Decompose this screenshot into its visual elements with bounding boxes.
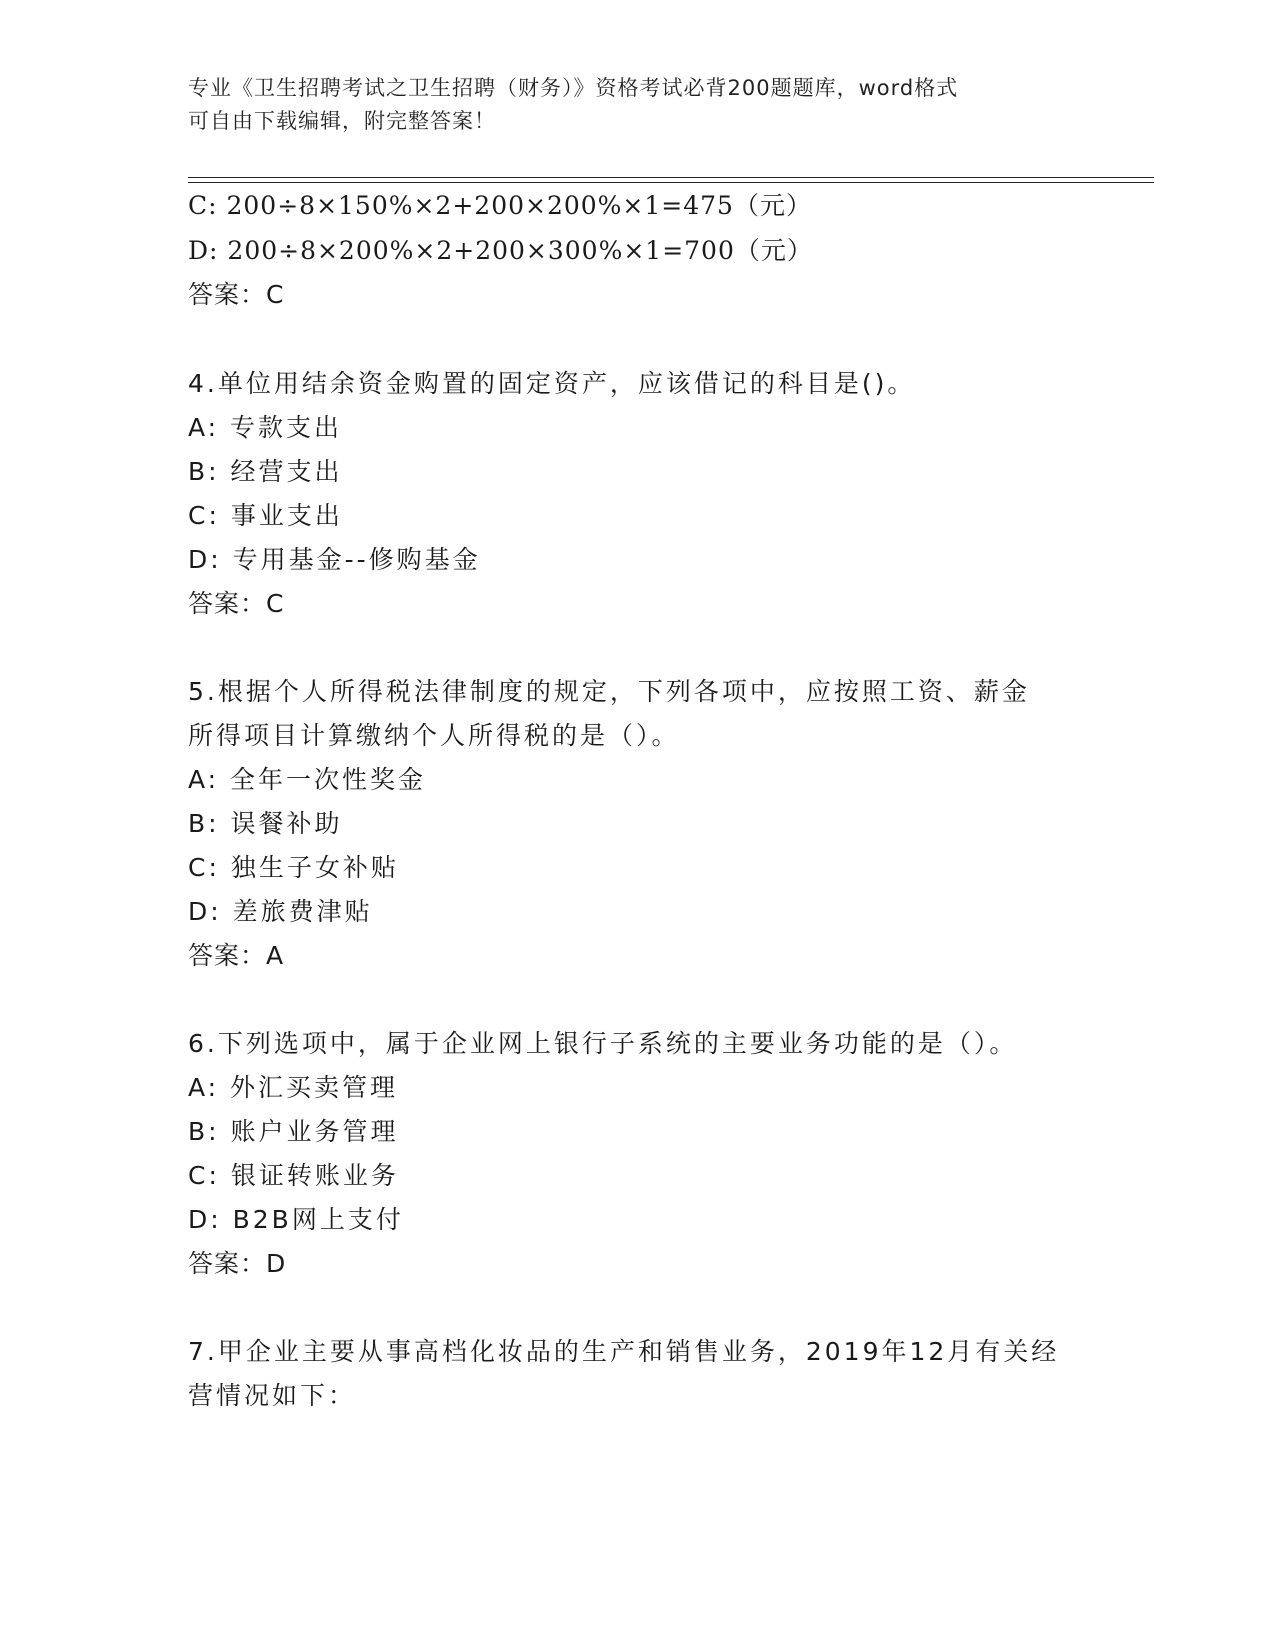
header-line-1: 专业《卫生招聘考试之卫生招聘（财务）》资格考试必背200题题库，word格式 bbox=[188, 76, 959, 100]
q4-option-d: D: 专用基金--修购基金 bbox=[188, 545, 481, 574]
q5-option-d: D: 差旅费津贴 bbox=[188, 897, 373, 926]
q6-option-c: C: 银证转账业务 bbox=[188, 1161, 399, 1190]
q3-option-d: D: 200÷8×200%×2+200×300%×1=700（元） bbox=[188, 236, 813, 265]
q6-option-d: D: B2B网上支付 bbox=[188, 1205, 404, 1234]
q7-stem-line-1: 7.甲企业主要从事高档化妆品的生产和销售业务，2019年12月有关经 bbox=[188, 1337, 1060, 1366]
q6-option-b: B: 账户业务管理 bbox=[188, 1117, 399, 1146]
q4-option-b: B: 经营支出 bbox=[188, 457, 343, 486]
q6-option-a: A: 外汇买卖管理 bbox=[188, 1073, 399, 1102]
q4-stem: 4.单位用结余资金购置的固定资产，应该借记的科目是()。 bbox=[188, 369, 916, 398]
q5-stem-line-2: 所得项目计算缴纳个人所得税的是（）。 bbox=[188, 721, 680, 750]
q4-answer: 答案：C bbox=[188, 589, 285, 618]
q4-option-c: C: 事业支出 bbox=[188, 501, 343, 530]
q5-stem-line-1: 5.根据个人所得税法律制度的规定，下列各项中，应按照工资、薪金 bbox=[188, 677, 1030, 706]
q5-option-b: B: 误餐补助 bbox=[188, 809, 343, 838]
header-line-2: 可自由下载编辑，附完整答案！ bbox=[188, 109, 496, 133]
q6-stem: 6.下列选项中，属于企业网上银行子系统的主要业务功能的是（）。 bbox=[188, 1029, 1018, 1058]
header-divider-bottom bbox=[188, 182, 1154, 183]
header-divider-top bbox=[188, 177, 1154, 178]
q4-option-a: A: 专款支出 bbox=[188, 413, 343, 442]
document-header bbox=[188, 72, 1088, 138]
q5-option-c: C: 独生子女补贴 bbox=[188, 853, 399, 882]
q3-option-c: C: 200÷8×150%×2+200×200%×1=475（元） bbox=[188, 191, 812, 220]
q5-answer: 答案：A bbox=[188, 941, 285, 970]
q7-stem-line-2: 营情况如下： bbox=[188, 1381, 357, 1410]
q5-option-a: A: 全年一次性奖金 bbox=[188, 765, 427, 794]
q6-answer: 答案：D bbox=[188, 1249, 287, 1278]
q3-answer: 答案：C bbox=[188, 280, 285, 309]
